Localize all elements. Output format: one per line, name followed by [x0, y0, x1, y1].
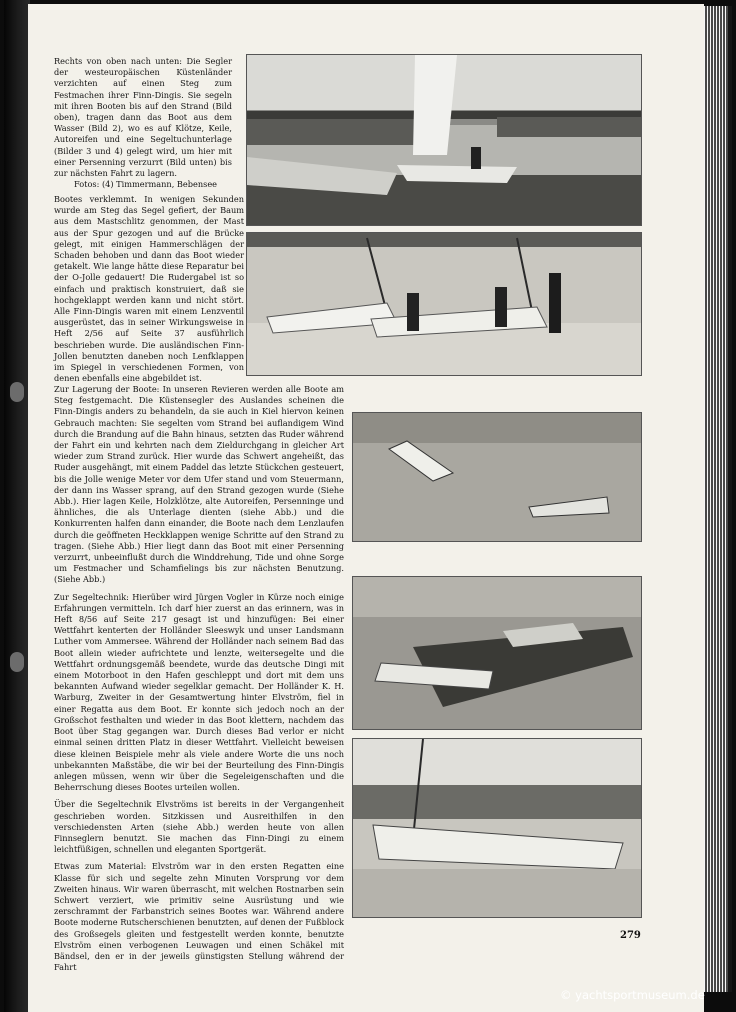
photo-beach-landing: [246, 54, 642, 226]
paragraph-material: Etwas zum Material: Elvström war in den ersten Regatten eine Klasse für sich und segelte zehn Minuten Vorsprung vor dem Zweiten hinaus. Wir waren überrascht, mit welchen Rostnarben sein Schwert verziert, wie primitiv seine Ausrüstung und wie zerschrammt der Farbanstrich seines Bootes war. Während andere Boote moderne Rutscherschienen benutzten, auf denen der Fußblock des Großsegels gleiten und festgestellt werden konnte, benutzte Elvström einen verbogenen Leuwagen und einen Schäkel mit Bändsel, den er in der jeweils günstigsten Stellung während der Fahrt: [54, 861, 344, 973]
page-stack-edge: [704, 6, 732, 992]
photo-carrying-boats: [246, 232, 642, 376]
watermark: © yachtsportmuseum.de: [560, 988, 705, 1002]
paragraph-segeltechnik: Zur Segeltechnik: Hierüber wird Jürgen Vogler in Kürze noch einige Erfahrungen vermitteln. Ich darf hier zuerst an das erinnern, was in Heft 8/56 auf Seite 217 gesagt ist und hinzufügen: Bei einer Wettfahrt kenterten der Holländer Sleeswyk und unser Landsmann Luther vom Ammersee. Während der Holländer nach seinem Bad das Boot allein wieder aufrichtete und lenzte, weitersegelte und die Wettfahrt ordnungsgemäß beendete, wurde das deutsche Dingi mit einem Motorboot in den Hafen geschleppt und dort mit dem uns bekannten Aufwand wieder segelklar gemacht. Der Holländer K. H. Warburg, Zweiter in der Gesamtwertung hinter Elvström, fiel in einer Regatta aus dem Boot. Er konnte sich jedoch noch an der Großschot festhalten und wieder in das Boot klettern, nachdem das Boot über Stag gegangen war. Durch dieses Bad verlor er nicht einmal seinen dritten Platz in dieser Wettfahrt. Vielleicht beweisen diese kleinen Beispiele mehr als viele andere Worte die uns noch unbekannten Maßstäbe, die wir bei der Beurteilung des Finn-Dingis anlegen müssen, wenn wir über die Segeleigenschaften und die Beherrschung dieses Bootes urteilen wollen.: [54, 591, 344, 793]
caption-credit: Fotos: (4) Timmermann, Bebensee: [74, 179, 218, 190]
punch-hole: [10, 652, 24, 672]
caption-body: Rechts von oben nach unten: Die Segler der westeuropäischen Küstenländer verzichten auf einen Steg zum Festmachen ihrer Finn-Dingis. Sie segeln mit ihren Booten bis auf den Strand (Bild oben), tragen dann das Boot aus dem Wasser (Bild 2), wo es auf Klötze, Keile, Autoreifen und eine Segeltuchunterlage (Bilder 3 und 4) gelegt wird, um hier mit einer Persenning verzurrt (Bild unten) bis zur nächsten Fahrt zu lagern.: [54, 56, 232, 179]
page-number: 279: [620, 930, 641, 941]
binding-gutter: [4, 0, 30, 1012]
paragraph-bootes: Bootes verklemmt. In wenigen Sekunden wurde am Steg das Segel gefiert, der Baum aus dem Mastschlitz genommen, der Mast aus der Spur gezogen und auf die Brücke gelegt, mit einigen Hammerschlägen der Schaden behoben und dann das Boot wieder getakelt. Wie lange hätte diese Reparatur bei der O-Jolle gedauert! Die Rudergabel ist so einfach und praktisch konstruiert, daß sie hochgeklappt werden kann und nicht stört. Alle Finn-Dingis waren mit einem Lenzventil ausgerüstet, das in seiner Wirkungsweise in Heft 2/56 auf Seite 37 ausführlich beschrieben wurde. Die ausländischen Finn-Jollen benutzten daneben noch Lenfklappen im Spiegel in verschiedenen Formen, von denen ebenfalls eine abgebildet ist.: [54, 194, 244, 384]
paragraph-lagerung: Zur Lagerung der Boote: In unseren Revieren werden alle Boote am Steg festgemacht. Die Küstensegler des Auslandes scheinen die Finn-Dingis anders zu behandeln, da sie auch in Kiel hiervon keinen Gebrauch machten: Sie segelten vom Strand bei auflandigem Wind durch die Brandung auf die Bahn hinaus, setzten das Ruder während der Fahrt ein und kehrten nach dem Zieldurchgang in gleicher Art wieder zum Strand zurück. Hier wurde das Schwert angeheißt, das Ruder ausgehängt, mit einem Paddel das letzte Stückchen gesteuert, bis die Jolle wenige Meter vor dem Ufer stand und vom Steuermann, der dann ins Wasser sprang, auf den Strand gezogen wurde (Siehe Abb.). Hier lagen Keile, Holzklötze, alte Autoreifen, Persenninge und ähnliches, die als Unterlage dienten (siehe Abb.) und die Konkurrenten halfen dann einander, die Boote nach dem Lenzlaufen durch die geöffneten Heckklappen wenige Schritte auf den Strand zu tragen. (Siehe Abb.) Hier liegt dann das Boot mit einer Persenning verzurrt, unbeeinflußt durch die Winddrehung, Tide und ohne Sorge um Festmacher und Schamfielings bis zur nächsten Benutzung. (Siehe Abb.): [54, 384, 344, 585]
article-column: [54, 384, 344, 979]
photo-wedges: [352, 412, 642, 542]
photo-caption: [54, 56, 232, 190]
photo-canvas-underlay: [352, 576, 642, 730]
paragraph-elvstroem: Über die Segeltechnik Elvströms ist bereits in der Vergangenheit geschrieben worden. Sitzkissen und Ausreithilfen in den verschiedensten Arten (siehe Abb.) werden heute von allen Finnseglern benutzt. Sie machen das Finn-Dingi zu einem leichtfüßigen, schnellen und eleganten Sportgerät.: [54, 799, 344, 855]
photo-covered-boat: [352, 738, 642, 918]
punch-hole: [10, 382, 24, 402]
